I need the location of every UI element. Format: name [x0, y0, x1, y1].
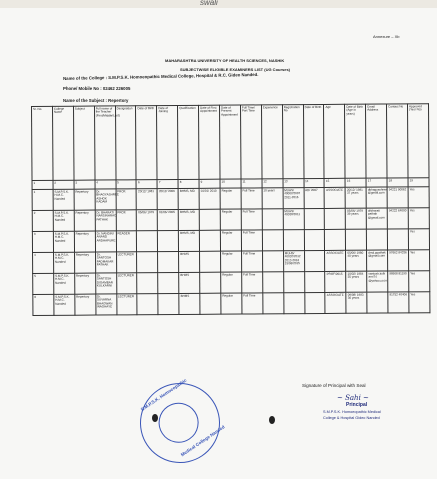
table-cell: BHMS [179, 293, 200, 314]
table-cell: 20/12/ 1981 37 years [345, 187, 366, 208]
table-cell: Yes [408, 229, 429, 250]
table-cell: ASSOCIATE [325, 187, 346, 208]
table-cell: 3 [74, 180, 95, 189]
table-cell [367, 292, 388, 313]
table-cell: AD/ 2007 [304, 187, 325, 208]
college-name: Name of the College : S.M.P.S.K. Homoeopathic Medical College, Hospital & R.C. Gideo Nanded. [63, 71, 259, 81]
table-cell [304, 271, 325, 292]
table-row [33, 292, 430, 316]
table-cell [367, 229, 388, 250]
table-cell: 17 [366, 178, 387, 187]
table-cell: 15 [324, 178, 345, 187]
table-cell: Repertory [74, 273, 95, 294]
table-cell: 9 [199, 179, 220, 188]
table-cell: BHMS [179, 272, 200, 293]
table-cell: Date of Joining [157, 105, 178, 179]
table-cell: READER [116, 231, 137, 252]
table-cell: Designation [115, 106, 136, 180]
table-cell: 2 [32, 210, 53, 231]
table-cell [137, 252, 158, 273]
table-cell: LECTURER [116, 294, 137, 315]
table-cell: MUHS/ 40002/2007 2011-2016 [283, 188, 304, 209]
table-cell: 13 [283, 179, 304, 188]
table-cell: MUHS/ 40038/2011 [283, 209, 304, 230]
table-cell [304, 292, 325, 313]
table-cell: Repertory [74, 252, 95, 273]
table-cell: Experience [261, 105, 282, 179]
top-strip [0, 0, 437, 8]
table-cell: 4 [33, 252, 54, 273]
table-cell: Full Time [241, 188, 262, 209]
table-cell: Registration No [282, 105, 303, 179]
table-cell [262, 272, 283, 293]
table-cell [325, 229, 346, 250]
table-cell: LECTURER [116, 252, 137, 273]
table-cell: 16 [345, 178, 366, 187]
table-cell: 94222 64000 [387, 208, 408, 229]
table-cell: Dr. SANTOSH DIGAMBAR KULKARNI [95, 273, 116, 294]
table-cell: 10 [220, 179, 241, 188]
table-cell: Date of Present Appointment [220, 105, 241, 179]
subject-line: Name of the Subject : Repertory [63, 98, 129, 103]
table-cell: 94221 90062 [387, 187, 408, 208]
table-cell: Repertory [74, 189, 95, 210]
table-cell: Sr. No [32, 106, 53, 180]
table-cell [283, 293, 304, 314]
table-cell: Yes [409, 250, 430, 271]
table-cell: 05/06/ 1979 [137, 210, 158, 231]
table-cell: ASSOCIATE [325, 250, 346, 271]
table-cell: Regular [220, 209, 241, 230]
table-cell [263, 293, 284, 314]
signature-label: Signature of Principal with Seal [302, 383, 366, 388]
table-cell: Dr. SANTOSH PADMAKAR PATHAK [95, 252, 116, 273]
table-cell: 10/02/ 1984 35 years [346, 271, 367, 292]
table-row [33, 250, 430, 274]
table-cell: BHMS, MD [178, 209, 199, 230]
table-cell: Contact No [387, 104, 408, 178]
table-cell: 05/06/ 1980 40 years [346, 250, 367, 271]
table-cell: 11 [241, 179, 262, 188]
university-title: MAHARASHTRA UNIVERSITY OF HEALTH SCIENCES, NASHIK [165, 58, 285, 63]
examiners-table [31, 103, 430, 316]
table-cell: Regular [220, 230, 241, 251]
top-scribble: swali [200, 0, 218, 7]
table-cell [137, 294, 158, 315]
table-cell: College Name [52, 106, 73, 180]
table-cell [388, 229, 409, 250]
table-cell: Approved (Yes/ No) [408, 104, 429, 178]
table-cell: BHMS, MD [179, 230, 200, 251]
table-cell: Yes [408, 187, 429, 208]
table-cell: S.M.P.S.K. H.M.C. Nanded [53, 252, 74, 273]
table-cell: Dr. BHAGYASHREE ASHOK KADAM [95, 189, 116, 210]
table-cell: Age [324, 104, 345, 178]
table-cell: 14 [304, 178, 325, 187]
table-cell [199, 209, 220, 230]
institution-line-2: College & Hospital Gideo Nanded [323, 416, 380, 420]
table-cell: 2 [53, 180, 74, 189]
table-cell [262, 209, 283, 230]
table-cell [200, 272, 221, 293]
table-cell: 6 [136, 180, 157, 189]
table-cell: 05/06/ 1979 39 years [346, 208, 367, 229]
seal-text-bottom: Medical College Nanded [179, 424, 226, 458]
table-cell [346, 229, 367, 250]
phone-line: Phone/ Mobile No : 02462 226005 [63, 86, 131, 91]
table-cell: Full Time [241, 209, 262, 230]
table-cell: Regular [221, 293, 242, 314]
table-cell: drsd.ppathak @gmail.com [367, 250, 388, 271]
table-cell: 8 [178, 179, 199, 188]
table-cell: S.M.P.S.K. H.M.C. Nanded [54, 294, 75, 315]
table-cell: S.M.P.S.K. H.M.C. Nanded [53, 210, 74, 231]
table-cell: Yes [409, 292, 430, 313]
table-cell: S.M.P.S.K. H.M.C. Nanded [53, 189, 74, 210]
table-cell: 5 [116, 180, 137, 189]
table-cell: Dr. NANDINI ANAND ARDHAPURE [95, 231, 116, 252]
table-cell [304, 250, 325, 271]
punch-hole-right [269, 416, 275, 424]
principal-title: Principal [346, 402, 368, 408]
table-cell: Repertory [74, 210, 95, 231]
table-cell [158, 272, 179, 293]
table-row [33, 271, 430, 295]
table-row [32, 229, 429, 253]
table-cell: S.M.P.S.K. H.M.C. Nanded [54, 273, 75, 294]
table-cell: S.M.P.S.K. H.M.C. Nanded [53, 231, 74, 252]
table-cell: LECTURER [116, 273, 137, 294]
table-cell [200, 251, 221, 272]
table-cell: Full name of the Teacher (First/Middle/Last) [94, 106, 115, 180]
table-cell: 1 [32, 189, 53, 210]
table-cell [283, 272, 304, 293]
table-cell: dbhagyashree @gmail.com [366, 187, 387, 208]
seal-text-top: S.M.P.S.K. Homoeopathic [139, 377, 188, 413]
table-cell: Email Address [366, 104, 387, 178]
table-cell: Yes [409, 271, 430, 292]
table-cell: Dr. SUVARNA BHAGWAN WAGHAYE [95, 294, 116, 315]
table-cell: Subject [73, 106, 94, 180]
table-cell: Qualification [178, 105, 199, 179]
table-cell: BHMS, MD [178, 188, 199, 209]
table-cell: 09/08/ 1983 36 years [346, 292, 367, 313]
table-cell: Date of Birth (Age in years) [345, 104, 366, 178]
principal-signature: ~ Sahi ~ [337, 394, 369, 402]
table-cell: 97662 84336 [388, 250, 409, 271]
table-cell [158, 251, 179, 272]
table-cell: 3 [32, 231, 53, 252]
table-cell [304, 208, 325, 229]
table-cell [199, 230, 220, 251]
table-header-row [32, 104, 430, 181]
table-cell: Full Time/ Part Time [240, 105, 261, 179]
table-cell [304, 229, 325, 250]
table-cell: 6 [33, 294, 54, 315]
table-cell: 10 years [262, 188, 283, 209]
table-cell: Repertory [74, 231, 95, 252]
table-cell: ASSOCIATE [325, 292, 346, 313]
table-cell: 20/12/ 1981 [137, 189, 158, 210]
table-cell: drbharati pathak @gmail.com [366, 208, 387, 229]
table-cell: 01/01/ 2010 [199, 188, 220, 209]
college-seal-stamp [124, 367, 235, 478]
table-cell: 7 [157, 179, 178, 188]
table-row [32, 208, 429, 232]
table-cell [262, 251, 283, 272]
table-cell: PROF/2015 [325, 271, 346, 292]
table-cell [325, 208, 346, 229]
table-cell: Date of Birth [136, 106, 157, 180]
table-cell: 5 [33, 273, 54, 294]
table-cell [158, 230, 179, 251]
table-cell: Dr. BHARATI NARSINHRAO PATHAK [95, 210, 116, 231]
table-cell: Regular [221, 272, 242, 293]
punch-hole-left [152, 414, 158, 422]
list-subtitle: SUBJECTWISE ELIGIBLE EXAMINERS LIST (UG Courses) [180, 67, 291, 72]
table-cell: 19 [408, 178, 429, 187]
table-cell: 12 [262, 179, 283, 188]
table-cell: Date of Birth [303, 104, 324, 178]
table-cell [262, 230, 283, 251]
table-cell: 91752 40406 [388, 292, 409, 313]
table-cell: Regular [221, 251, 242, 272]
table-cell: PROF. [116, 189, 137, 210]
table-cell [200, 293, 221, 314]
table-cell: 01/06/ 2005 [158, 209, 179, 230]
table-cell: 1 [32, 180, 53, 189]
table-cell: MUHS/ 40032/2012 2013-2016 15/06/2015 [283, 251, 304, 272]
table-cell: Full Time [242, 293, 263, 314]
table-cell: Repertory [75, 294, 96, 315]
table-cell: Full Time [241, 251, 262, 272]
table-cell: 4 [95, 180, 116, 189]
table-cell: Regular [220, 188, 241, 209]
table-cell: Full Time [242, 272, 263, 293]
table-cell [283, 230, 304, 251]
institution-line-1: S.M.P.S.K. Homoeopathic Medical [323, 410, 381, 414]
table-cell: Yes [408, 208, 429, 229]
annexure-label: Annexure – Xb [373, 34, 400, 39]
table-cell: PROF. [116, 210, 137, 231]
table-cell: 98908 81190 [388, 271, 409, 292]
table-cell: Date of First Appointment [199, 105, 220, 179]
table-cell [158, 293, 179, 314]
table-cell: BHMS [179, 251, 200, 272]
table-cell [137, 273, 158, 294]
table-cell: santosh.kulk arni74 @yahoo.co.in [367, 271, 388, 292]
table-row [32, 187, 429, 211]
table-cell: Full Time [241, 230, 262, 251]
table-cell [137, 231, 158, 252]
table-cell: 20/12/ 2006 [157, 188, 178, 209]
table-cell: 18 [387, 178, 408, 187]
